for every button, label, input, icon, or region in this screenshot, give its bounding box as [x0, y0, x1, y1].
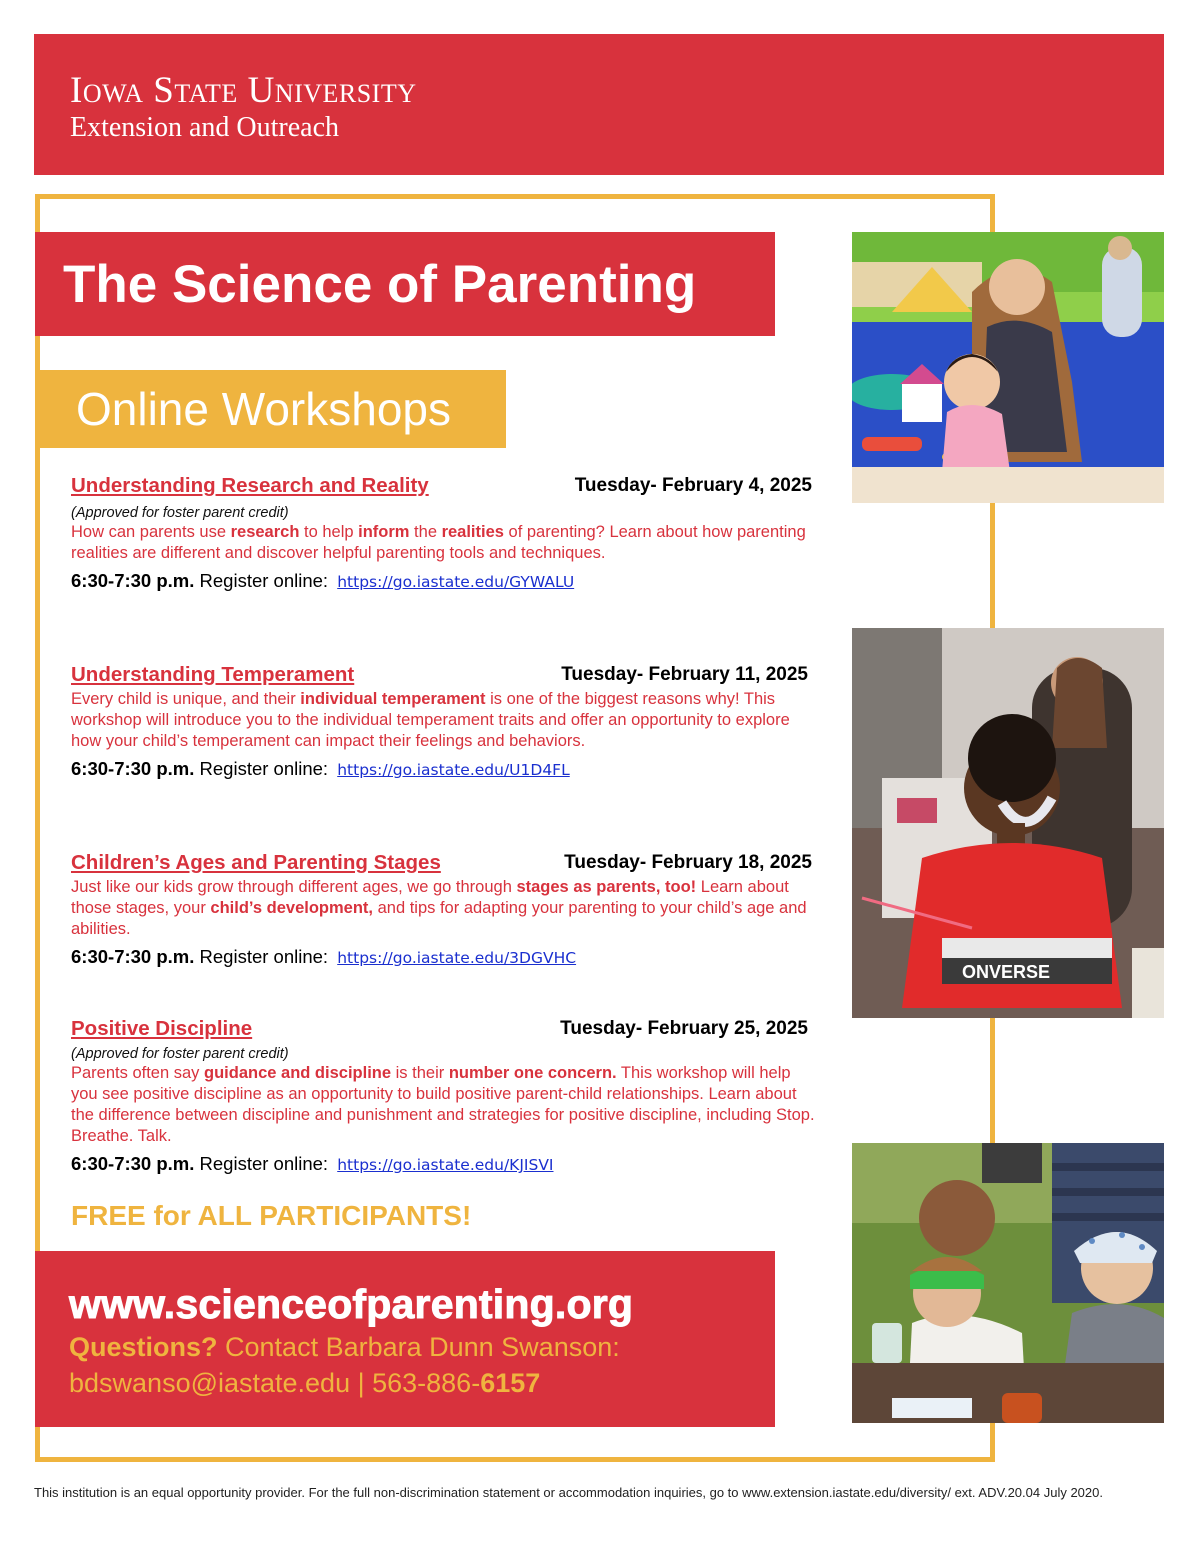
- photo-children-outdoors: [852, 1143, 1164, 1423]
- workshop-date: Tuesday- February 4, 2025: [574, 475, 812, 496]
- foster-credit-note: (Approved for foster parent credit): [71, 505, 289, 521]
- registration-line: [71, 758, 816, 780]
- page-subtitle: Online Workshops: [76, 383, 451, 435]
- workshop-title-link[interactable]: Understanding Temperament: [71, 663, 355, 686]
- shirt-text: ONVERSE: [962, 962, 1051, 982]
- register-link[interactable]: https://go.iastate.edu/3DGVHC: [337, 949, 577, 967]
- workshop-title-link[interactable]: Understanding Research and Reality: [71, 474, 429, 497]
- register-label: Register online:: [199, 1153, 329, 1174]
- page-title: The Science of Parenting: [63, 255, 697, 314]
- free-participants-banner: FREE for ALL PARTICIPANTS!: [71, 1200, 472, 1231]
- workshop-description: Every child is unique, and their individual temperament is one of the biggest reasons why! This workshop will introduce you to the individual temperament traits and offer an opportunity to explore how your child’s temperament can impact their feelings and behaviors.: [71, 690, 790, 750]
- questions-line: Questions? Contact Barbara Dunn Swanson:: [69, 1332, 620, 1362]
- workshop-description: Parents often say guidance and discipline is their number one concern. This workshop will help you see positive discipline as an opportunity to build positive parent-child relationships. Learn about the difference between discipline and punishment and strategies for positive discipline, including Stop. Breathe. Talk.: [71, 1064, 815, 1145]
- workshop-date: Tuesday- February 18, 2025: [564, 852, 812, 873]
- header-band: [34, 34, 1164, 175]
- workshop-date: Tuesday- February 11, 2025: [561, 664, 808, 685]
- subtitle-band: [40, 370, 506, 448]
- register-link[interactable]: https://go.iastate.edu/KJISVI: [337, 1156, 554, 1174]
- register-link[interactable]: https://go.iastate.edu/GYWALU: [337, 573, 575, 591]
- register-label: Register online:: [199, 946, 329, 967]
- foster-credit-note: (Approved for foster parent credit): [71, 1046, 289, 1062]
- workshop-4: [71, 1017, 816, 1175]
- register-label: Register online:: [199, 570, 329, 591]
- workshop-time: 6:30-7:30 p.m.: [71, 758, 195, 779]
- email-phone[interactable]: bdswanso@iastate.edu | 563-886-: [69, 1368, 481, 1398]
- workshop-title-link[interactable]: Children’s Ages and Parenting Stages: [71, 851, 441, 874]
- title-band: [35, 232, 775, 336]
- workshop-description: Just like our kids grow through different ages, we go through stages as parents, too! Learn about those stages, your child’s development, and tips for adapting your parenting to your child’s age and abilities.: [71, 878, 807, 938]
- contact-band: [35, 1251, 775, 1427]
- register-label: Register online:: [199, 758, 329, 779]
- photo-mother-and-baby: [852, 232, 1164, 503]
- workshop-description: How can parents use research to help inform the realities of parenting? Learn about how parenting realities are different and discover helpful parenting tools and techniques.: [71, 523, 806, 562]
- workshop-2: [71, 663, 816, 780]
- workshop-date: Tuesday- February 25, 2025: [560, 1018, 808, 1039]
- photo-smiling-boy: [852, 628, 1164, 1018]
- workshop-title-link[interactable]: Positive Discipline: [71, 1017, 253, 1040]
- workshop-3: [71, 851, 816, 968]
- website-link[interactable]: www.scienceofparenting.org: [69, 1281, 634, 1327]
- extension-subtitle: Extension and Outreach: [70, 112, 340, 143]
- university-name: Iowa State University: [70, 70, 417, 111]
- workshop-time: 6:30-7:30 p.m.: [71, 946, 195, 967]
- disclaimer-text: This institution is an equal opportunity provider. For the full non-discrimination statement or accommodation inquiries, go to www.extension.iastate.edu/diversity/ ext. ADV.20.04 July 2020.: [34, 1485, 1103, 1500]
- workshop-time: 6:30-7:30 p.m.: [71, 570, 195, 591]
- workshop-1: [71, 474, 816, 592]
- registration-line: [71, 570, 816, 592]
- contact-line: bdswanso@iastate.edu | 563-886-6157: [69, 1368, 541, 1398]
- registration-line: [71, 1153, 816, 1175]
- workshop-time: 6:30-7:30 p.m.: [71, 1153, 195, 1174]
- registration-line: [71, 946, 816, 968]
- register-link[interactable]: https://go.iastate.edu/U1D4FL: [337, 761, 570, 779]
